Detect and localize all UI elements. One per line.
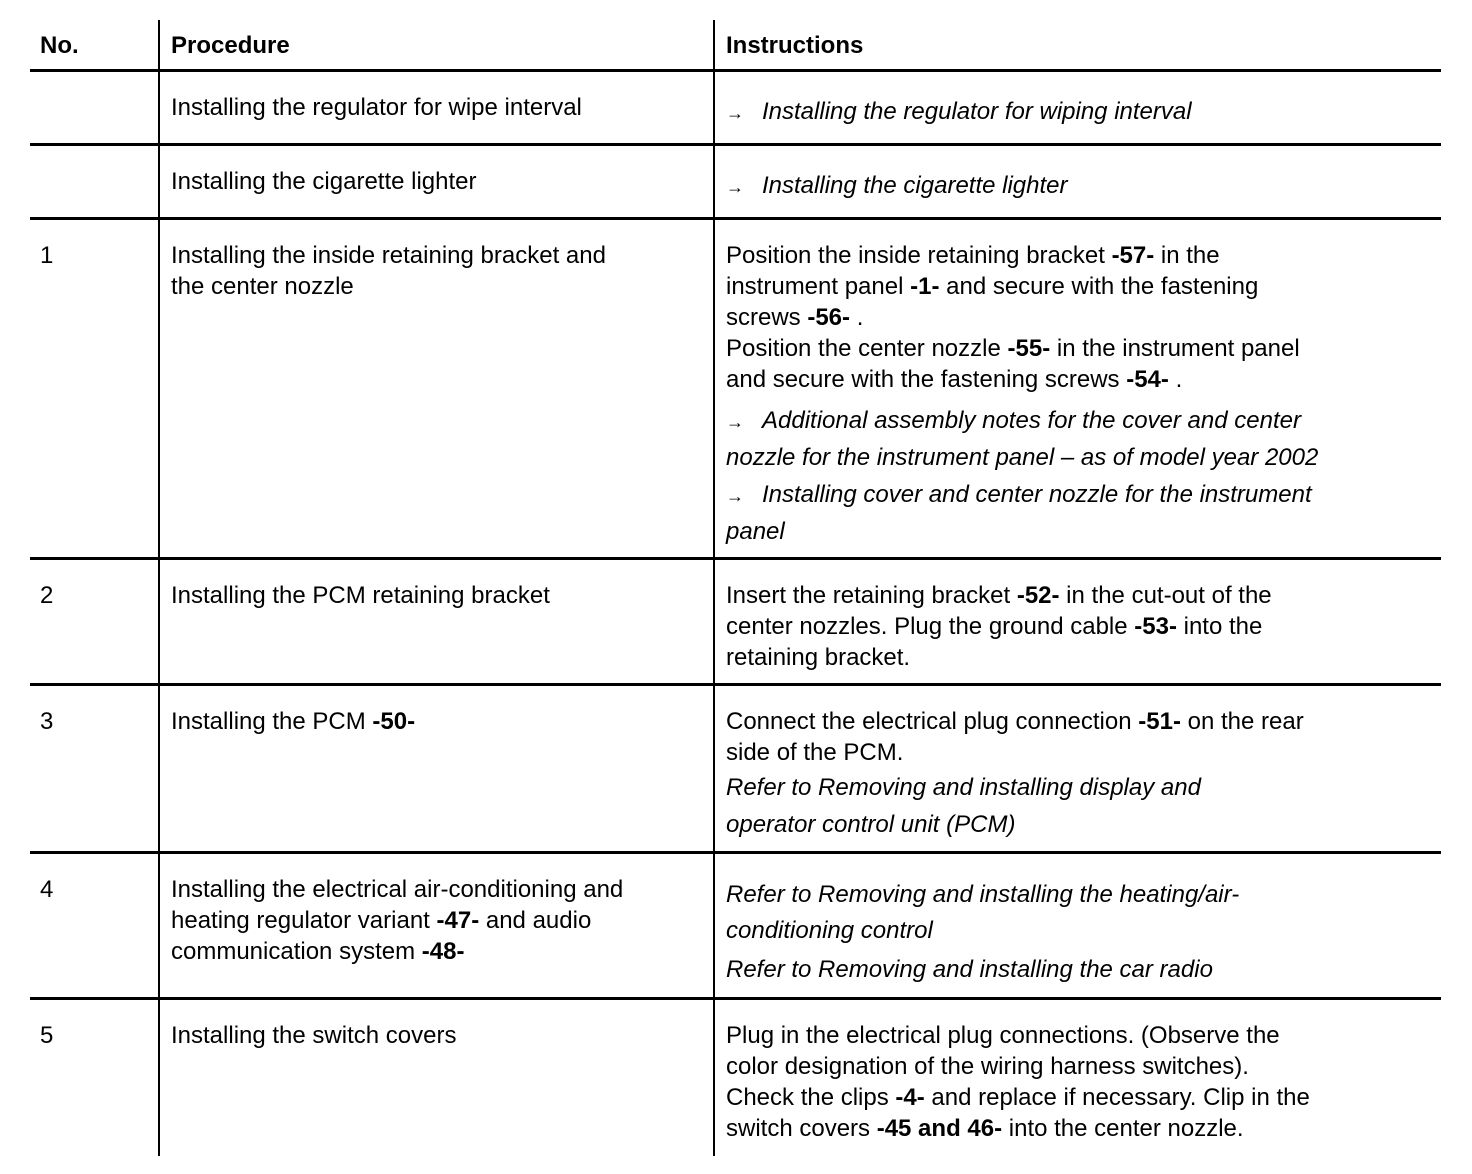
instructions-step-3: Connect the electrical plug connection -51- on the rear side of the PCM. [726,708,1304,766]
column-divider-1 [158,20,160,1156]
procedure-step-2: Installing the PCM retaining bracket [171,582,550,609]
row-rule [30,851,1441,854]
link-installing-cover[interactable]: → Installing cover and center nozzle for the instrument panel [726,477,1312,550]
step-number: 2 [40,582,54,609]
arrow-icon: → [726,486,744,506]
procedure-step-5: Installing the switch covers [171,1022,457,1049]
link-car-radio[interactable]: Refer to Removing and installing the car radio [726,956,1213,983]
step-number: 5 [40,1022,54,1049]
procedure-step-3: Installing the PCM -50- [171,708,416,735]
procedure-cigarette-lighter: Installing the cigarette lighter [171,168,477,195]
arrow-icon: → [726,103,744,123]
row-rule [30,217,1441,220]
row-rule [30,997,1441,1000]
instructions-step-5: Plug in the electrical plug connections. (Observe the color designation of the wiring harness switches). Check the clips -4- and replace if necessary. Clip in the switch covers -45 and 46- into the center nozzle. [726,1022,1310,1142]
arrow-icon: → [726,412,744,432]
instructions-step-1: Position the inside retaining bracket -57- in the instrument panel -1- and secure with the fastening screws -56- . Position the center nozzle -55- in the instrument panel and secure with the fastening screws -54- . [726,242,1300,393]
procedure-step-1: Installing the inside retaining bracket and the center nozzle [171,242,606,300]
instructions-step-2: Insert the retaining bracket -52- in the cut-out of the center nozzles. Plug the ground cable -53- into the retaining bracket. [726,582,1272,671]
procedure-wipe-interval: Installing the regulator for wipe interval [171,94,582,121]
link-cigarette-lighter[interactable]: → Installing the cigarette lighter [726,167,1068,206]
header-no: No. [40,32,79,59]
step-number: 4 [40,876,54,903]
arrow-icon: → [726,177,744,197]
row-rule [30,557,1441,560]
header-rule [30,69,1441,72]
header-instructions: Instructions [726,32,864,59]
step-number: 3 [40,708,54,735]
link-pcm-reference[interactable]: Refer to Removing and installing display and operator control unit (PCM) [726,774,1201,838]
procedure-step-4: Installing the electrical air-conditioning and heating regulator variant -47- and audio communication system -48- [171,876,624,965]
header-procedure: Procedure [171,32,290,59]
row-rule [30,143,1441,146]
link-heating-control[interactable]: Refer to Removing and installing the heating/air- conditioning control [726,881,1240,944]
link-assembly-notes[interactable]: → Additional assembly notes for the cover and center nozzle for the instrument panel – as of model year 2002 [726,403,1318,476]
column-divider-2 [713,20,715,1156]
row-rule [30,683,1441,686]
link-wiping-interval[interactable]: → Installing the regulator for wiping interval [726,93,1192,132]
step-number: 1 [40,242,54,269]
